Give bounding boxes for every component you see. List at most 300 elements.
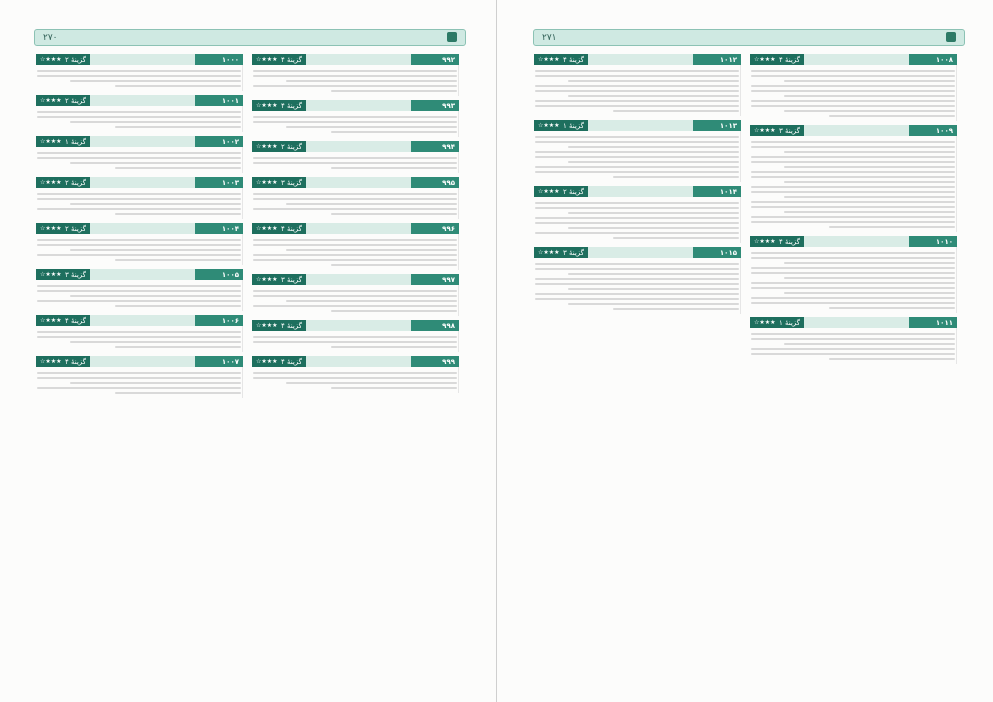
text-line-placeholder bbox=[613, 176, 739, 178]
correct-option-text: گزینهٔ ۳ bbox=[281, 275, 302, 284]
text-line-placeholder bbox=[784, 181, 955, 183]
correct-option-label bbox=[252, 320, 306, 331]
text-line-placeholder bbox=[784, 110, 955, 112]
question-number: ۹۹۳ bbox=[411, 100, 459, 111]
difficulty-stars-icon: ★★★☆ bbox=[40, 56, 62, 63]
text-line-placeholder bbox=[70, 249, 241, 251]
correct-option-text: گزینهٔ ۴ bbox=[779, 55, 800, 64]
correct-option-label bbox=[36, 315, 90, 326]
text-line-placeholder bbox=[535, 151, 739, 153]
explanation-text bbox=[36, 234, 243, 265]
answer-header-spacer bbox=[90, 223, 195, 234]
answer-column bbox=[36, 54, 243, 402]
answer-header-spacer bbox=[804, 317, 909, 328]
text-line-placeholder bbox=[535, 136, 739, 138]
correct-option-label bbox=[534, 120, 588, 131]
correct-option-text: گزینهٔ ۴ bbox=[281, 357, 302, 366]
text-line-placeholder bbox=[70, 121, 241, 123]
answer-header-spacer bbox=[306, 356, 411, 367]
answer-block bbox=[36, 223, 243, 265]
answer-header-spacer bbox=[90, 356, 195, 367]
text-line-placeholder bbox=[535, 105, 739, 107]
text-line-placeholder bbox=[253, 377, 457, 379]
text-line-placeholder bbox=[37, 290, 241, 292]
answer-header-spacer bbox=[306, 54, 411, 65]
difficulty-stars-icon: ★★★☆ bbox=[256, 225, 278, 232]
running-head bbox=[533, 29, 965, 46]
text-line-placeholder bbox=[751, 221, 955, 223]
text-line-placeholder bbox=[253, 75, 457, 77]
text-line-placeholder bbox=[829, 226, 955, 228]
explanation-text bbox=[36, 367, 243, 398]
answer-block bbox=[36, 95, 243, 132]
explanation-text bbox=[252, 234, 459, 270]
question-number: ۹۹۸ bbox=[411, 320, 459, 331]
correct-option-label bbox=[36, 136, 90, 147]
book-logo-icon bbox=[447, 32, 457, 42]
explanation-text bbox=[36, 147, 243, 173]
running-head-title-group bbox=[443, 32, 457, 44]
answer-block bbox=[36, 269, 243, 311]
text-line-placeholder bbox=[751, 272, 955, 274]
correct-option-label bbox=[750, 125, 804, 136]
question-number: ۱۰۰۲ bbox=[195, 136, 243, 147]
text-line-placeholder bbox=[535, 207, 739, 209]
text-line-placeholder bbox=[568, 227, 739, 229]
question-number: ۱۰۰۸ bbox=[909, 54, 957, 65]
answer-block bbox=[252, 223, 459, 270]
answer-header-spacer bbox=[306, 177, 411, 188]
text-line-placeholder bbox=[331, 131, 457, 133]
answer-header-bar bbox=[534, 186, 741, 197]
answer-header-spacer bbox=[804, 236, 909, 247]
text-line-placeholder bbox=[331, 346, 457, 348]
page-right bbox=[497, 0, 993, 702]
answer-header-bar bbox=[36, 136, 243, 147]
question-number: ۱۰۰۹ bbox=[909, 125, 957, 136]
text-line-placeholder bbox=[535, 278, 739, 280]
answer-block bbox=[750, 54, 957, 121]
answer-header-bar bbox=[750, 317, 957, 328]
answer-column bbox=[252, 54, 459, 397]
correct-option-label bbox=[36, 223, 90, 234]
correct-option-text: گزینهٔ ۲ bbox=[65, 96, 86, 105]
text-line-placeholder bbox=[331, 167, 457, 169]
explanation-text bbox=[36, 65, 243, 91]
text-line-placeholder bbox=[37, 193, 241, 195]
answer-header-bar bbox=[534, 247, 741, 258]
correct-option-label bbox=[252, 223, 306, 234]
text-line-placeholder bbox=[535, 70, 739, 72]
correct-option-text: گزینهٔ ۴ bbox=[281, 55, 302, 64]
text-line-placeholder bbox=[253, 336, 457, 338]
question-number: ۱۰۱۴ bbox=[693, 186, 741, 197]
correct-option-text: گزینهٔ ۱ bbox=[563, 121, 584, 130]
explanation-text bbox=[750, 247, 957, 313]
correct-option-text: گزینهٔ ۴ bbox=[281, 224, 302, 233]
difficulty-stars-icon: ★★★☆ bbox=[538, 188, 560, 195]
text-line-placeholder bbox=[613, 237, 739, 239]
text-line-placeholder bbox=[70, 382, 241, 384]
answer-header-spacer bbox=[306, 274, 411, 285]
question-number: ۱۰۱۳ bbox=[693, 120, 741, 131]
correct-option-label bbox=[252, 177, 306, 188]
answer-header-bar bbox=[252, 141, 459, 152]
explanation-text bbox=[252, 331, 459, 352]
text-line-placeholder bbox=[37, 336, 241, 338]
text-line-placeholder bbox=[751, 156, 955, 158]
difficulty-stars-icon: ★★★☆ bbox=[40, 179, 62, 186]
text-line-placeholder bbox=[751, 302, 955, 304]
text-line-placeholder bbox=[286, 382, 457, 384]
text-line-placeholder bbox=[331, 213, 457, 215]
question-number: ۱۰۱۰ bbox=[909, 236, 957, 247]
explanation-text bbox=[252, 111, 459, 137]
answer-block bbox=[534, 120, 741, 182]
text-line-placeholder bbox=[535, 90, 739, 92]
explanation-text bbox=[252, 367, 459, 393]
page-number: ۲۷۰ bbox=[43, 32, 58, 43]
text-line-placeholder bbox=[253, 157, 457, 159]
text-line-placeholder bbox=[115, 167, 241, 169]
text-line-placeholder bbox=[751, 161, 955, 163]
text-line-placeholder bbox=[286, 249, 457, 251]
text-line-placeholder bbox=[751, 191, 955, 193]
text-line-placeholder bbox=[784, 166, 955, 168]
text-line-placeholder bbox=[70, 162, 241, 164]
answer-header-spacer bbox=[588, 54, 693, 65]
text-line-placeholder bbox=[115, 126, 241, 128]
answer-header-spacer bbox=[90, 95, 195, 106]
difficulty-stars-icon: ★★★☆ bbox=[256, 102, 278, 109]
correct-option-text: گزینهٔ ۲ bbox=[65, 55, 86, 64]
answer-block bbox=[252, 141, 459, 173]
question-number: ۱۰۰۱ bbox=[195, 95, 243, 106]
correct-option-text: گزینهٔ ۲ bbox=[281, 142, 302, 151]
text-line-placeholder bbox=[784, 292, 955, 294]
difficulty-stars-icon: ★★★☆ bbox=[256, 56, 278, 63]
question-number: ۱۰۱۱ bbox=[909, 317, 957, 328]
question-number: ۱۰۰۰ bbox=[195, 54, 243, 65]
text-line-placeholder bbox=[535, 283, 739, 285]
text-line-placeholder bbox=[286, 203, 457, 205]
difficulty-stars-icon: ★★★☆ bbox=[40, 97, 62, 104]
correct-option-label bbox=[534, 186, 588, 197]
correct-option-text: گزینهٔ ۲ bbox=[65, 224, 86, 233]
text-line-placeholder bbox=[784, 343, 955, 345]
answer-block bbox=[36, 356, 243, 398]
correct-option-text: گزینهٔ ۲ bbox=[65, 178, 86, 187]
text-line-placeholder bbox=[253, 208, 457, 210]
text-line-placeholder bbox=[751, 252, 955, 254]
text-line-placeholder bbox=[751, 70, 955, 72]
text-line-placeholder bbox=[37, 198, 241, 200]
correct-option-text: گزینهٔ ۴ bbox=[779, 237, 800, 246]
answer-header-bar bbox=[252, 274, 459, 285]
difficulty-stars-icon: ★★★☆ bbox=[538, 249, 560, 256]
text-line-placeholder bbox=[535, 217, 739, 219]
text-line-placeholder bbox=[253, 198, 457, 200]
explanation-text bbox=[750, 328, 957, 364]
text-line-placeholder bbox=[829, 307, 955, 309]
text-line-placeholder bbox=[37, 116, 241, 118]
text-line-placeholder bbox=[37, 111, 241, 113]
correct-option-text: گزینهٔ ۱ bbox=[779, 318, 800, 327]
answer-header-bar bbox=[252, 177, 459, 188]
answer-header-bar bbox=[36, 269, 243, 280]
difficulty-stars-icon: ★★★☆ bbox=[256, 143, 278, 150]
text-line-placeholder bbox=[331, 90, 457, 92]
text-line-placeholder bbox=[253, 341, 457, 343]
correct-option-label bbox=[36, 95, 90, 106]
answer-header-bar bbox=[36, 315, 243, 326]
explanation-text bbox=[534, 258, 741, 314]
answer-header-spacer bbox=[306, 141, 411, 152]
text-line-placeholder bbox=[70, 295, 241, 297]
text-line-placeholder bbox=[751, 201, 955, 203]
text-line-placeholder bbox=[37, 285, 241, 287]
answer-header-spacer bbox=[804, 125, 909, 136]
answer-header-bar bbox=[750, 54, 957, 65]
correct-option-label bbox=[750, 54, 804, 65]
answer-block bbox=[252, 320, 459, 352]
text-line-placeholder bbox=[535, 75, 739, 77]
answer-header-bar bbox=[534, 120, 741, 131]
text-line-placeholder bbox=[568, 80, 739, 82]
text-line-placeholder bbox=[535, 100, 739, 102]
text-line-placeholder bbox=[829, 358, 955, 360]
answer-block bbox=[36, 54, 243, 91]
question-number: ۱۰۰۶ bbox=[195, 315, 243, 326]
difficulty-stars-icon: ★★★☆ bbox=[40, 271, 62, 278]
text-line-placeholder bbox=[253, 85, 457, 87]
text-line-placeholder bbox=[568, 273, 739, 275]
text-line-placeholder bbox=[535, 85, 739, 87]
text-line-placeholder bbox=[331, 387, 457, 389]
text-line-placeholder bbox=[253, 239, 457, 241]
explanation-text bbox=[252, 152, 459, 173]
text-line-placeholder bbox=[70, 203, 241, 205]
difficulty-stars-icon: ★★★☆ bbox=[538, 122, 560, 129]
explanation-text bbox=[36, 106, 243, 132]
answer-block bbox=[534, 247, 741, 314]
text-line-placeholder bbox=[784, 196, 955, 198]
text-line-placeholder bbox=[751, 75, 955, 77]
explanation-text bbox=[252, 65, 459, 96]
correct-option-text: گزینهٔ ۴ bbox=[563, 55, 584, 64]
answer-block bbox=[36, 177, 243, 219]
text-line-placeholder bbox=[751, 353, 955, 355]
explanation-text bbox=[36, 326, 243, 352]
correct-option-text: گزینهٔ ۳ bbox=[65, 270, 86, 279]
text-line-placeholder bbox=[37, 70, 241, 72]
correct-option-label bbox=[252, 141, 306, 152]
answer-header-spacer bbox=[90, 269, 195, 280]
correct-option-label bbox=[252, 54, 306, 65]
question-number: ۱۰۰۳ bbox=[195, 177, 243, 188]
text-line-placeholder bbox=[568, 212, 739, 214]
text-line-placeholder bbox=[751, 90, 955, 92]
text-line-placeholder bbox=[751, 297, 955, 299]
correct-option-text: گزینهٔ ۴ bbox=[65, 316, 86, 325]
explanation-text bbox=[252, 188, 459, 219]
text-line-placeholder bbox=[535, 293, 739, 295]
correct-option-text: گزینهٔ ۴ bbox=[65, 357, 86, 366]
answer-block bbox=[750, 236, 957, 313]
explanation-text bbox=[534, 197, 741, 243]
question-number: ۱۰۱۵ bbox=[693, 247, 741, 258]
text-line-placeholder bbox=[37, 157, 241, 159]
text-line-placeholder bbox=[70, 80, 241, 82]
text-line-placeholder bbox=[253, 290, 457, 292]
answer-column bbox=[750, 54, 957, 368]
question-number: ۹۹۴ bbox=[411, 141, 459, 152]
text-line-placeholder bbox=[784, 80, 955, 82]
text-line-placeholder bbox=[37, 254, 241, 256]
difficulty-stars-icon: ★★★☆ bbox=[40, 317, 62, 324]
text-line-placeholder bbox=[568, 303, 739, 305]
text-line-placeholder bbox=[535, 202, 739, 204]
text-line-placeholder bbox=[568, 146, 739, 148]
correct-option-label bbox=[750, 236, 804, 247]
text-line-placeholder bbox=[751, 186, 955, 188]
answer-header-spacer bbox=[90, 136, 195, 147]
text-line-placeholder bbox=[70, 341, 241, 343]
text-line-placeholder bbox=[37, 152, 241, 154]
text-line-placeholder bbox=[535, 263, 739, 265]
answer-header-bar bbox=[252, 100, 459, 111]
explanation-text bbox=[252, 285, 459, 316]
text-line-placeholder bbox=[784, 277, 955, 279]
answer-block bbox=[252, 54, 459, 96]
correct-option-label bbox=[252, 356, 306, 367]
explanation-text bbox=[534, 65, 741, 116]
answer-header-spacer bbox=[90, 177, 195, 188]
text-line-placeholder bbox=[784, 95, 955, 97]
text-line-placeholder bbox=[568, 95, 739, 97]
text-line-placeholder bbox=[37, 372, 241, 374]
explanation-text bbox=[36, 188, 243, 219]
text-line-placeholder bbox=[37, 377, 241, 379]
answer-block bbox=[36, 136, 243, 173]
answer-header-bar bbox=[252, 320, 459, 331]
text-line-placeholder bbox=[751, 146, 955, 148]
page-left bbox=[0, 0, 496, 702]
text-line-placeholder bbox=[535, 156, 739, 158]
text-line-placeholder bbox=[37, 387, 241, 389]
question-number: ۹۹۷ bbox=[411, 274, 459, 285]
text-line-placeholder bbox=[784, 211, 955, 213]
difficulty-stars-icon: ★★★☆ bbox=[538, 56, 560, 63]
correct-option-label bbox=[36, 54, 90, 65]
correct-option-text: گزینهٔ ۲ bbox=[563, 187, 584, 196]
page-number: ۲۷۱ bbox=[542, 32, 557, 43]
explanation-text bbox=[750, 136, 957, 232]
text-line-placeholder bbox=[535, 141, 739, 143]
question-number: ۱۰۰۷ bbox=[195, 356, 243, 367]
question-number: ۹۹۶ bbox=[411, 223, 459, 234]
text-line-placeholder bbox=[253, 70, 457, 72]
text-line-placeholder bbox=[286, 126, 457, 128]
question-number: ۹۹۲ bbox=[411, 54, 459, 65]
answer-header-spacer bbox=[306, 320, 411, 331]
text-line-placeholder bbox=[751, 338, 955, 340]
text-line-placeholder bbox=[829, 115, 955, 117]
book-logo-icon bbox=[946, 32, 956, 42]
answer-header-bar bbox=[36, 54, 243, 65]
text-line-placeholder bbox=[253, 162, 457, 164]
text-line-placeholder bbox=[568, 161, 739, 163]
text-line-placeholder bbox=[253, 254, 457, 256]
text-line-placeholder bbox=[253, 372, 457, 374]
question-number: ۱۰۰۵ bbox=[195, 269, 243, 280]
answer-block bbox=[534, 186, 741, 243]
answer-block bbox=[36, 315, 243, 352]
text-line-placeholder bbox=[751, 206, 955, 208]
text-line-placeholder bbox=[751, 141, 955, 143]
text-line-placeholder bbox=[286, 80, 457, 82]
answer-header-bar bbox=[534, 54, 741, 65]
answer-block bbox=[534, 54, 741, 116]
text-line-placeholder bbox=[751, 282, 955, 284]
running-head bbox=[34, 29, 466, 46]
correct-option-text: گزینهٔ ۴ bbox=[281, 101, 302, 110]
correct-option-label bbox=[534, 54, 588, 65]
answer-header-bar bbox=[252, 223, 459, 234]
text-line-placeholder bbox=[784, 262, 955, 264]
correct-option-label bbox=[36, 269, 90, 280]
text-line-placeholder bbox=[751, 100, 955, 102]
difficulty-stars-icon: ★★★☆ bbox=[754, 319, 776, 326]
text-line-placeholder bbox=[115, 305, 241, 307]
correct-option-label bbox=[36, 177, 90, 188]
answer-header-spacer bbox=[306, 100, 411, 111]
text-line-placeholder bbox=[751, 333, 955, 335]
text-line-placeholder bbox=[535, 268, 739, 270]
question-number: ۱۰۱۲ bbox=[693, 54, 741, 65]
text-line-placeholder bbox=[253, 244, 457, 246]
text-line-placeholder bbox=[751, 176, 955, 178]
correct-option-text: گزینهٔ ۳ bbox=[563, 248, 584, 257]
difficulty-stars-icon: ★★★☆ bbox=[256, 179, 278, 186]
answer-header-bar bbox=[252, 54, 459, 65]
correct-option-label bbox=[534, 247, 588, 258]
text-line-placeholder bbox=[613, 110, 739, 112]
question-number: ۱۰۰۴ bbox=[195, 223, 243, 234]
answer-block bbox=[750, 125, 957, 232]
text-line-placeholder bbox=[751, 257, 955, 259]
text-line-placeholder bbox=[253, 305, 457, 307]
text-line-placeholder bbox=[535, 222, 739, 224]
text-line-placeholder bbox=[115, 85, 241, 87]
answer-header-bar bbox=[36, 177, 243, 188]
explanation-text bbox=[750, 65, 957, 121]
text-line-placeholder bbox=[115, 213, 241, 215]
text-line-placeholder bbox=[784, 151, 955, 153]
answer-header-spacer bbox=[306, 223, 411, 234]
explanation-text bbox=[534, 131, 741, 182]
text-line-placeholder bbox=[751, 85, 955, 87]
answer-header-bar bbox=[36, 223, 243, 234]
text-line-placeholder bbox=[331, 310, 457, 312]
text-line-placeholder bbox=[751, 348, 955, 350]
text-line-placeholder bbox=[37, 244, 241, 246]
text-line-placeholder bbox=[37, 331, 241, 333]
text-line-placeholder bbox=[37, 300, 241, 302]
text-line-placeholder bbox=[535, 232, 739, 234]
correct-option-label bbox=[252, 100, 306, 111]
answer-header-bar bbox=[750, 125, 957, 136]
